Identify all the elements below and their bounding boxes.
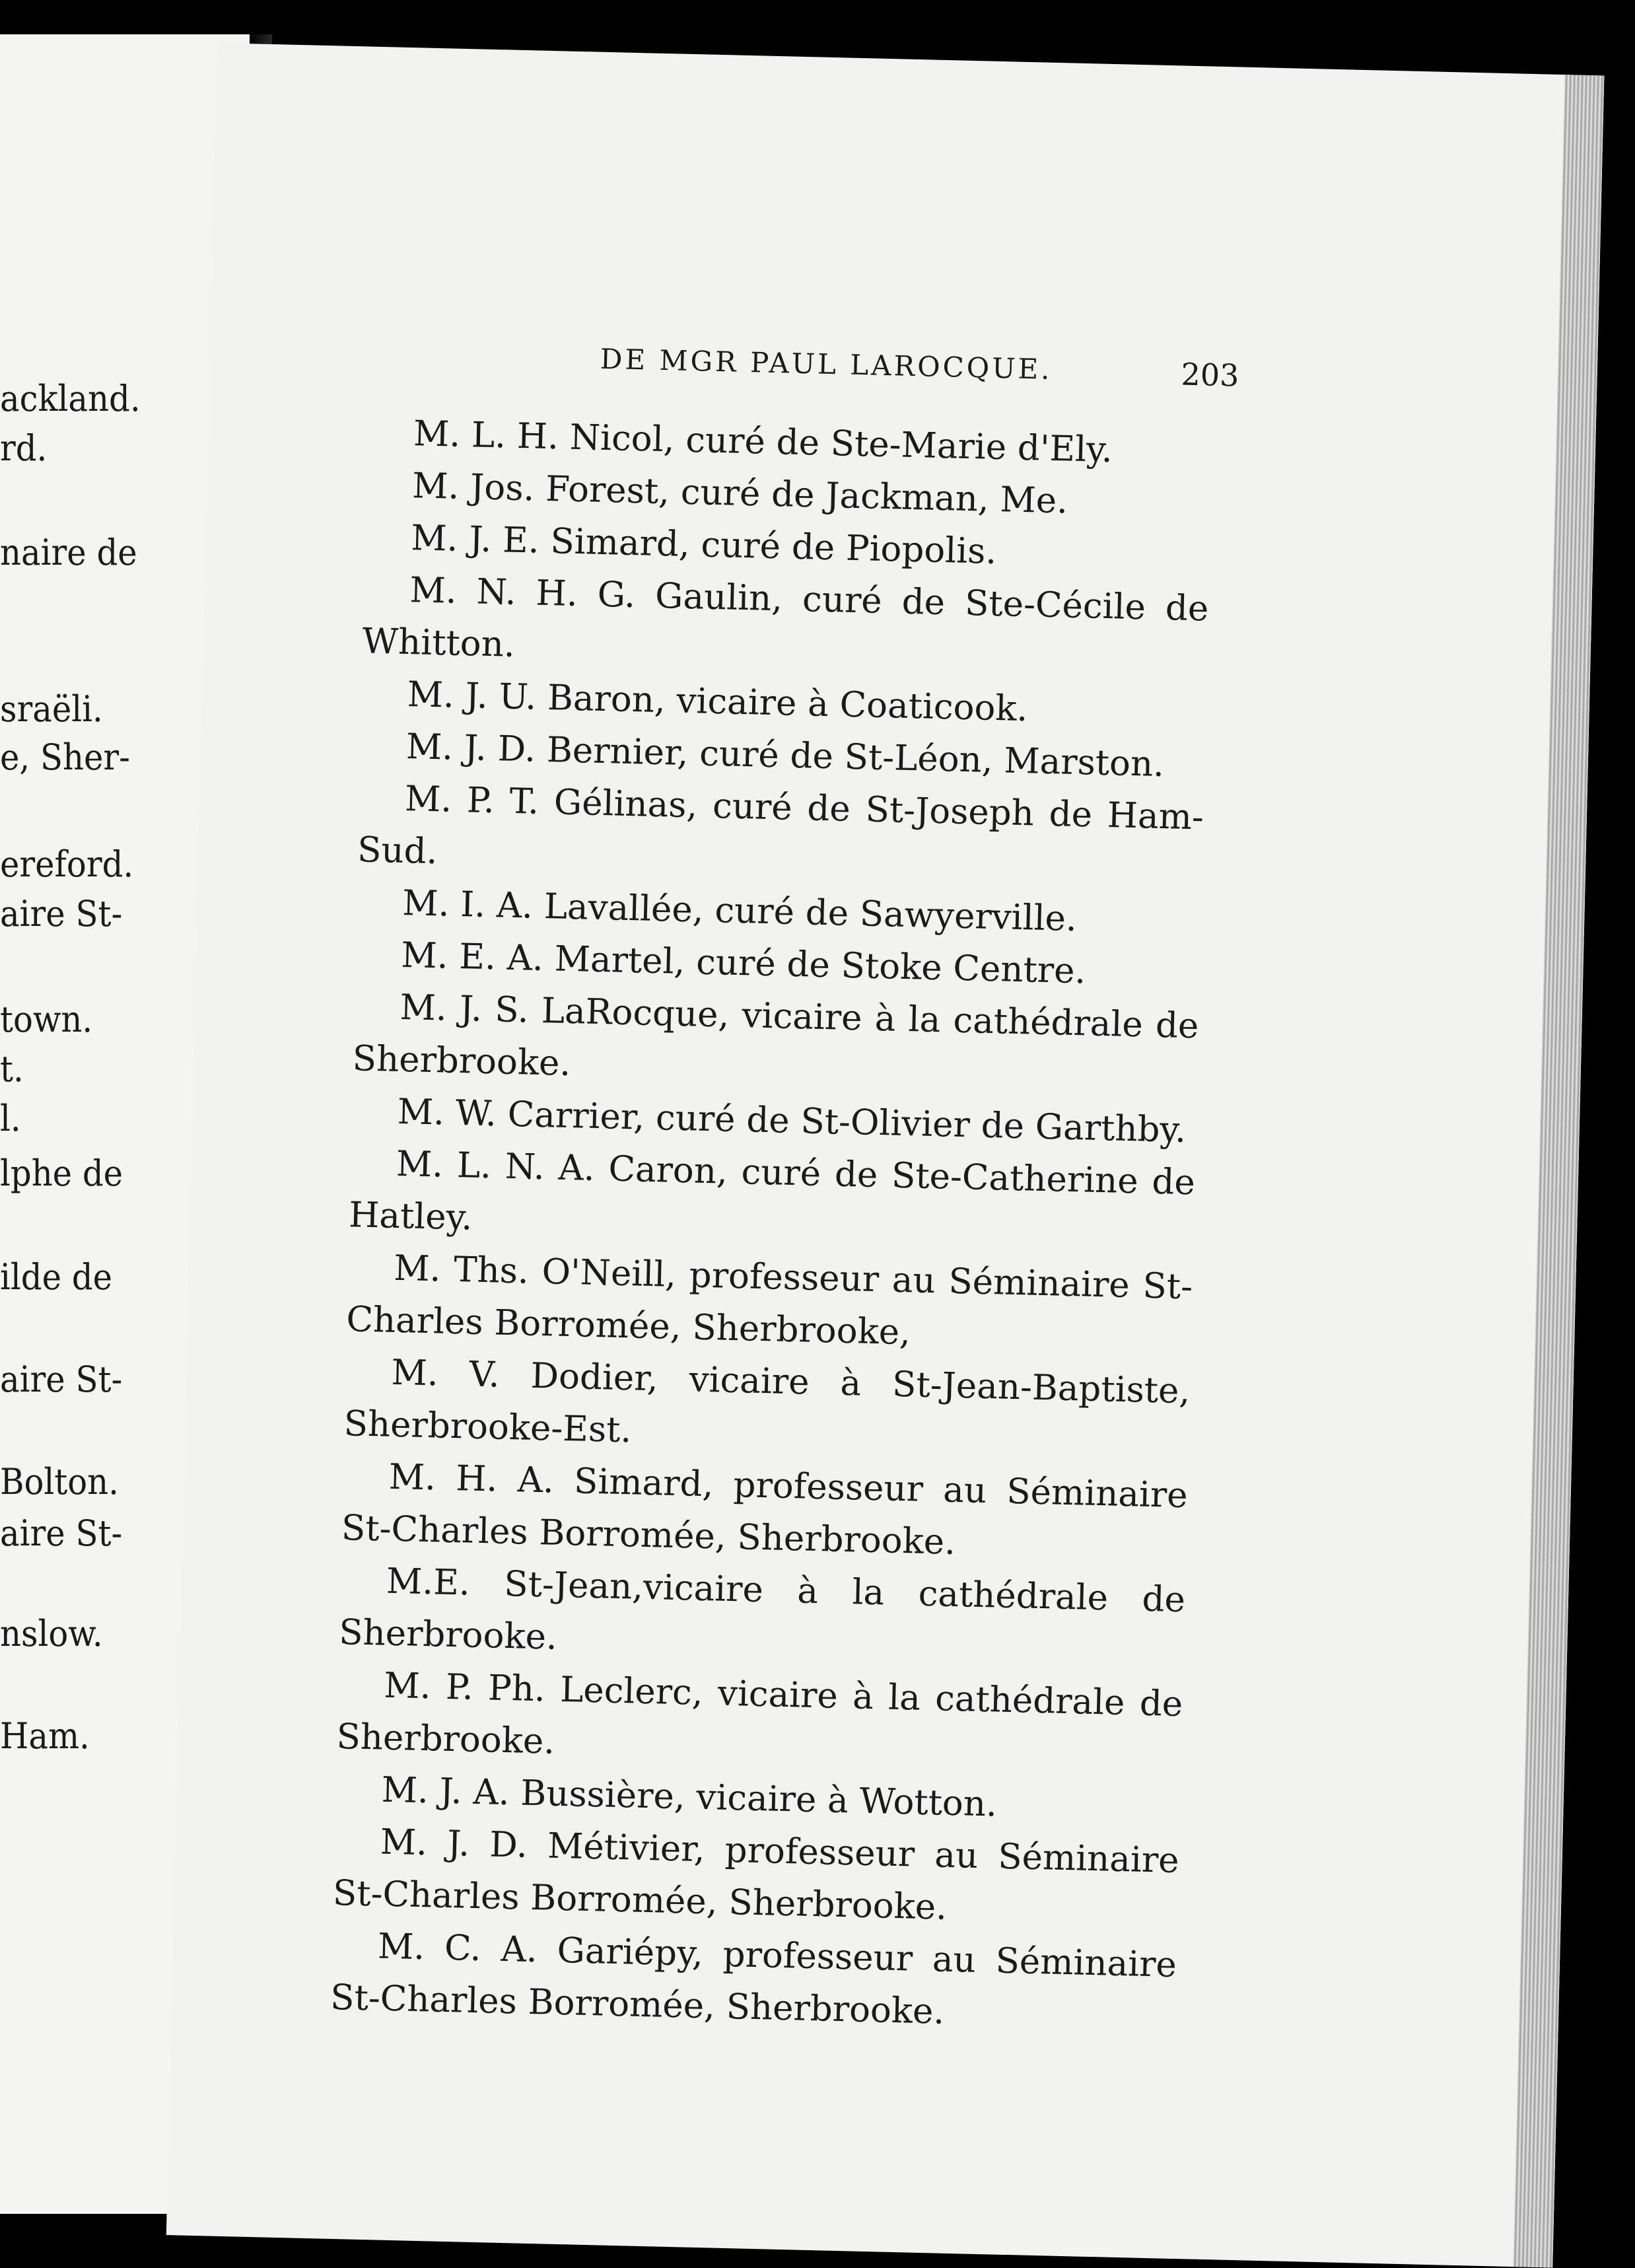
list-entry: M. N. H. G. Gaulin, curé de Ste-Cécile de Whitton.: [361, 570, 1209, 665]
left-page-fragment: l.: [0, 1098, 21, 1139]
list-entry: M. Ths. O'Neill, professeur au Séminaire St-Charles Borromée, Sherbrooke,: [345, 1248, 1193, 1353]
list-entry: M. J. U. Baron, vicaire à Coaticook.: [407, 674, 1029, 730]
list-entry: M. Jos. Forest, curé de Jackman, Me.: [411, 466, 1068, 522]
left-page-fragment: ackland.: [0, 378, 141, 419]
left-page-fragment: Ham.: [0, 1715, 90, 1757]
list-entry: M. J. D. Bernier, curé de St-Léon, Marston.: [405, 726, 1165, 785]
list-entry: M. J. A. Bussière, vicaire à Wotton.: [381, 1769, 998, 1825]
list-entry: M. J. D. Métivier, professeur au Séminaire St-Charles Borromée, Sherbrooke.: [332, 1822, 1180, 1928]
left-page-fragment: Bolton.: [0, 1461, 119, 1503]
left-page-fragment: lphe de: [0, 1152, 123, 1194]
list-entry: M. J. E. Simard, curé de Piopolis.: [410, 518, 997, 572]
list-entry: M. P. Ph. Leclerc, vicaire à la cathédrale de Sherbrooke.: [335, 1665, 1183, 1762]
page-body: [330, 407, 1212, 2043]
left-page-fragment: ereford.: [0, 843, 134, 885]
left-page-fragment: ilde de: [0, 1256, 112, 1298]
running-head: DE MGR PAUL LAROCQUE.: [600, 342, 1053, 386]
list-entry: M. L. N. A. Caron, curé de Ste-Catherine de Hatley.: [348, 1143, 1196, 1238]
list-entry: M. E. A. Martel, curé de Stoke Centre.: [400, 935, 1087, 992]
list-entry: M. V. Dodier, vicaire à St-Jean-Baptiste, Sherbrooke-Est.: [343, 1352, 1191, 1451]
left-page-fragment: aire St-: [0, 1512, 123, 1554]
page-edge: [1513, 75, 1604, 2267]
left-page-fragment: aire St-: [0, 893, 123, 935]
left-page-fragment: aire St-: [0, 1359, 123, 1400]
list-entry: M.E. St-Jean,vicaire à la cathédrale de Sherbrooke.: [338, 1561, 1186, 1658]
left-page-fragment: sraëli.: [0, 688, 103, 730]
page-number: 203: [1180, 356, 1240, 394]
left-page-fragment: e, Sher-: [0, 736, 130, 778]
left-page-fragment: town.: [0, 999, 93, 1040]
list-entry: M. L. H. Nicol, curé de Ste-Marie d'Ely.: [413, 413, 1113, 471]
left-page-fragment: nslow.: [0, 1613, 103, 1654]
list-entry: M. J. S. LaRocque, vicaire à la cathédrale de Sherbrooke.: [352, 987, 1200, 1084]
list-entry: M. P. T. Gélinas, curé de St-Joseph de Ham-Sud.: [357, 778, 1204, 872]
list-entry: M. C. A. Gariépy, professeur au Séminaire St-Charles Borromée, Sherbrooke.: [330, 1926, 1177, 2032]
left-page-fragment: t.: [0, 1048, 24, 1090]
list-entry: M. W. Carrier, curé de St-Olivier de Garthby.: [397, 1091, 1187, 1151]
right-page: [166, 43, 1605, 2268]
left-page-fragment: rd.: [0, 427, 48, 469]
list-entry: M. I. A. Lavallée, curé de Sawyerville.: [401, 882, 1078, 940]
left-page-fragment: naire de: [0, 532, 137, 573]
list-entry: M. H. A. Simard, professeur au Séminaire St-Charles Borromée, Sherbrooke.: [341, 1456, 1189, 1563]
